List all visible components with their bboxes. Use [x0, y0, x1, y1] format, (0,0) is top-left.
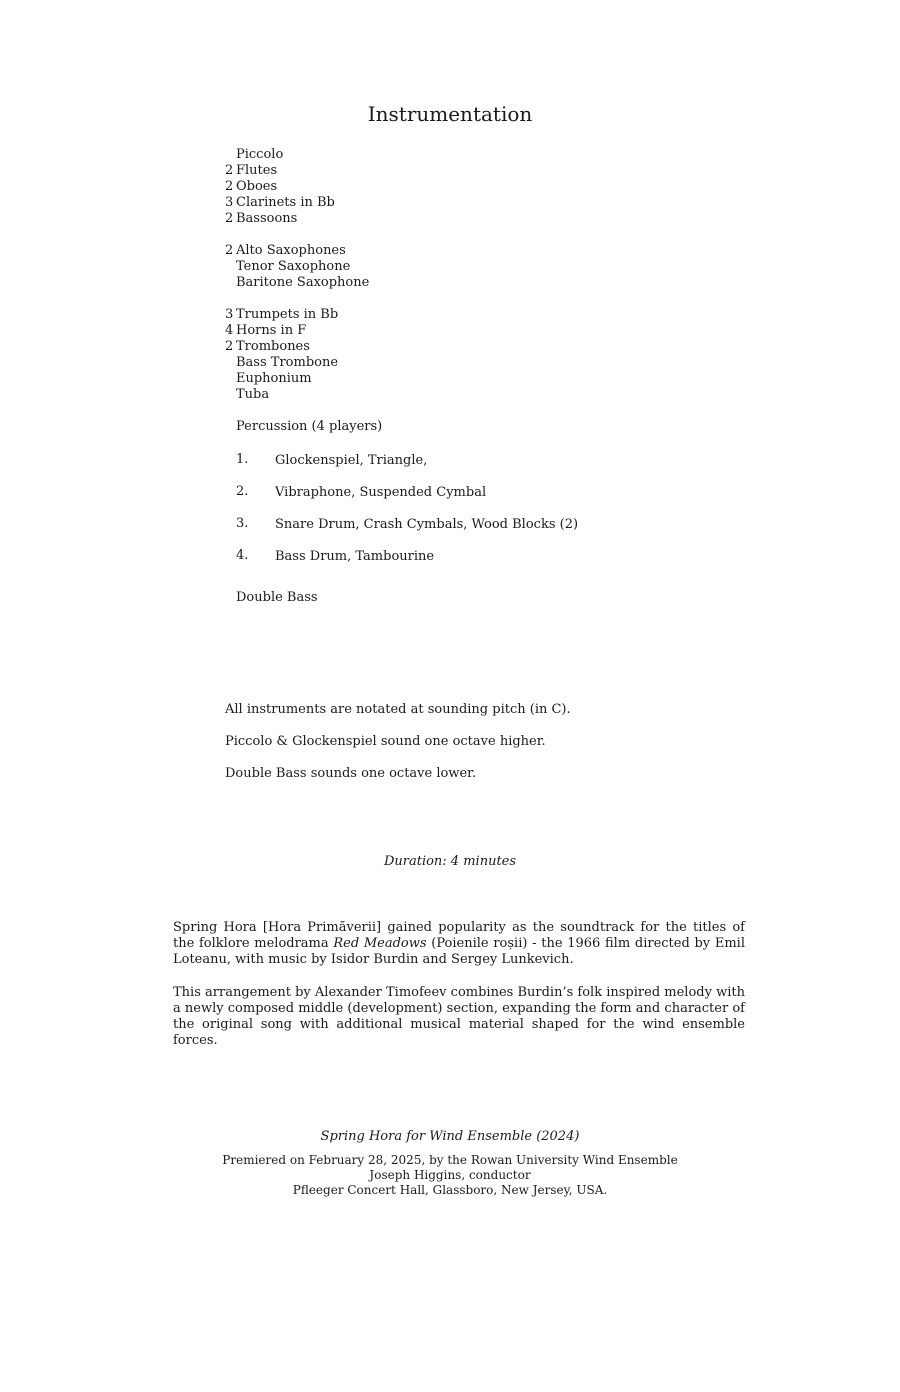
- player-instruments: Vibraphone, Suspended Cymbal: [275, 485, 487, 500]
- instrument-name: Alto Saxophones: [236, 243, 346, 258]
- instrument-count: 2: [225, 243, 234, 258]
- instrument-count: 3: [225, 195, 234, 210]
- brass-item: [225, 387, 269, 403]
- percussion-heading: Percussion (4 players): [236, 419, 383, 434]
- instrument-name: Bass Trombone: [236, 355, 339, 370]
- instrument-name: Tuba: [236, 387, 270, 402]
- brass-item: [225, 339, 310, 355]
- instrument-count: 2: [225, 211, 234, 226]
- player-number: 1.: [236, 452, 249, 467]
- player-number: 3.: [236, 516, 249, 531]
- instrument-count: 2: [225, 339, 234, 354]
- instrument-name: Horns in F: [236, 323, 307, 338]
- film-title: Red Meadows: [333, 936, 427, 951]
- instrument-name: Piccolo: [236, 147, 284, 162]
- instrument-name: Baritone Saxophone: [236, 275, 370, 290]
- description-paragraph: This arrangement by Alexander Timofeev combines Burdin’s folk inspired melody with a newly composed middle (development) section, expanding the form and character of the original song with additional musical material shaped for the wind ensemble forces.: [173, 985, 745, 1048]
- brass-item: [225, 307, 338, 323]
- description-text: Spring Hora [Hora Primăverii] gained popularity as the soundtrack for the titles of the folklore melodrama: [173, 920, 745, 951]
- brass-item: [225, 355, 338, 371]
- premiere-line: Joseph Higgins, conductor: [369, 1168, 531, 1182]
- description-text: (Poienile roșii) - the 1966 film directed by Emil Loteanu, with music by Isidor Burdin and Sergey Lunkevich.: [173, 936, 745, 967]
- player-number: 4.: [236, 548, 249, 563]
- strings-item: Double Bass: [236, 590, 318, 605]
- saxophone-item: [225, 243, 346, 259]
- player-instruments: Bass Drum, Tambourine: [275, 549, 435, 564]
- instrument-name: Euphonium: [236, 371, 312, 386]
- brass-item: [225, 371, 312, 387]
- player-instruments: Snare Drum, Crash Cymbals, Wood Blocks (2): [275, 517, 579, 532]
- instrument-name: Oboes: [236, 179, 278, 194]
- description-paragraph: [173, 920, 745, 968]
- premiere-line: Premiered on February 28, 2025, by the Rowan University Wind Ensemble: [222, 1153, 678, 1167]
- woodwind-item: [225, 179, 277, 195]
- instrument-name: Clarinets in Bb: [236, 195, 335, 210]
- transposition-note: Double Bass sounds one octave lower.: [225, 766, 477, 781]
- instrument-name: Tenor Saxophone: [236, 259, 351, 274]
- duration: Duration: 4 minutes: [383, 854, 517, 869]
- instrument-count: 4: [225, 323, 234, 338]
- woodwind-item: [225, 195, 335, 211]
- instrument-count: 2: [225, 163, 234, 178]
- instrument-name: Flutes: [236, 163, 278, 178]
- instrument-name: Trumpets in Bb: [236, 307, 339, 322]
- brass-item: [225, 323, 306, 339]
- player-number: 2.: [236, 484, 249, 499]
- instrument-name: Trombones: [236, 339, 310, 354]
- saxophone-item: [225, 275, 369, 291]
- work-title: Spring Hora for Wind Ensemble (2024): [320, 1129, 580, 1144]
- woodwind-item: [225, 211, 297, 227]
- transposition-note: All instruments are notated at sounding pitch (in C).: [225, 702, 571, 717]
- transposition-note: Piccolo & Glockenspiel sound one octave higher.: [225, 734, 546, 749]
- instrument-count: 3: [225, 307, 234, 322]
- woodwind-item: [225, 147, 283, 163]
- instrument-name: Bassoons: [236, 211, 298, 226]
- premiere-line: Pfleeger Concert Hall, Glassboro, New Jersey, USA.: [292, 1183, 608, 1197]
- woodwind-item: [225, 163, 277, 179]
- instrument-count: 2: [225, 179, 234, 194]
- saxophone-item: [225, 259, 350, 275]
- player-instruments: Glockenspiel, Triangle,: [275, 453, 428, 468]
- page-title: Instrumentation: [367, 102, 533, 126]
